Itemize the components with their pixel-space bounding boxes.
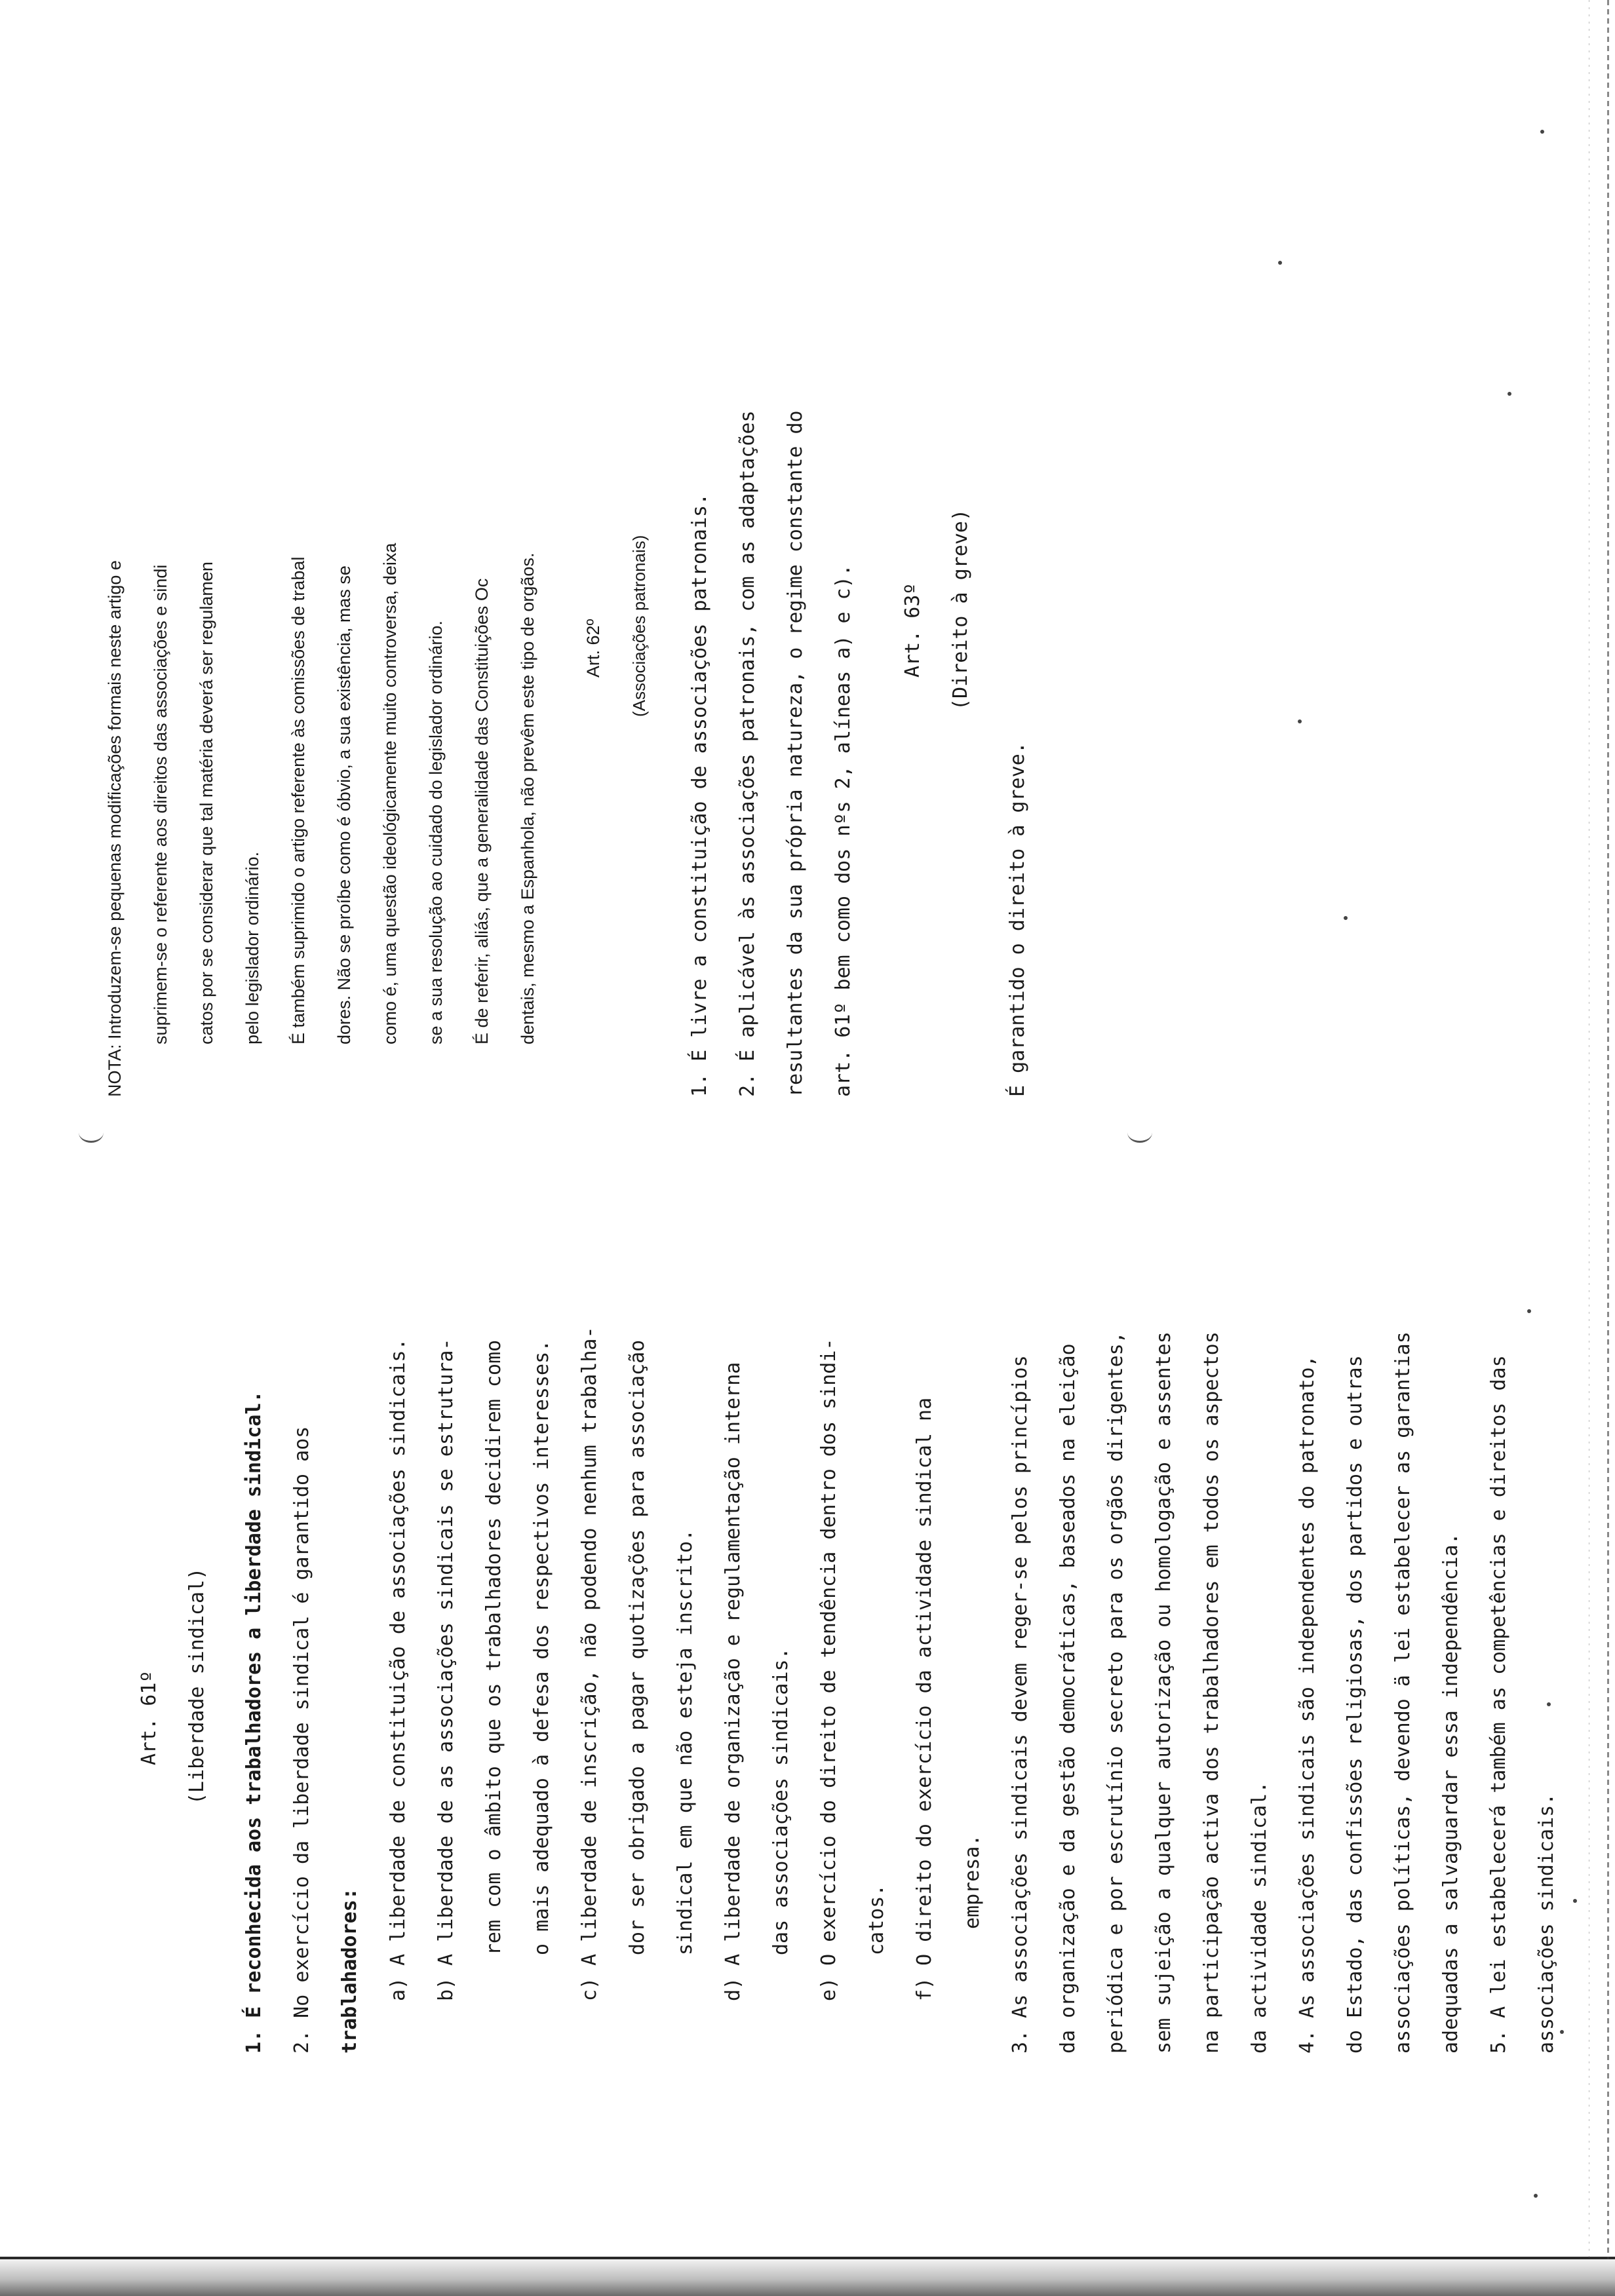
paragraph-3: 3. As associações sindicais devem reger-se pelos princípios [1009,1355,1032,2054]
paragraph-5-line-2: associações sindicais. [1535,1793,1558,2054]
scan-speck [1573,1899,1577,1903]
paragraph-4: 4. As associações sindicais são independentes do patronato, [1296,1355,1319,2054]
item-e-line-2: catos. [865,1884,888,1955]
item-b-line-3: o mais adequado à defesa dos respectivos interesses. [530,1339,553,1955]
item-d-line-2: das associações sindicais. [769,1647,792,1955]
article-62-paragraph-1: 1. É livre a constituição de associações patronais. [688,493,711,1097]
scan-speck [1278,261,1282,265]
item-c-line-3: sindical em que não esteja inscrito. [674,1529,697,1955]
item-e: e) O exercício do direito de tendência dentro dos sindi- [817,1338,840,2001]
article-62-title: Art. 62º [583,619,603,678]
paragraph-4-line-3: associações políticas, devendo ä lei estabelecer as garantias [1391,1331,1414,2054]
article-63-title: Art. 63º [901,583,924,678]
article-63-paragraph-1: É garantido o direito à greve. [1006,742,1029,1097]
nota-line-7: como é, uma questão ideológicamente muito controversa, deixa [380,543,400,1044]
scan-speck [1508,392,1511,396]
paragraph-3-line-2: da organização e da gestão democráticas, baseados na eleição [1057,1343,1080,2054]
nota-line-4: pelo legislador ordinário. [243,851,262,1044]
item-f-line-2: empresa. [961,1834,984,1929]
article-61-title: Art. 61º [138,1670,161,1765]
paragraph-2-cont: trablahadores: [338,1888,361,2054]
nota-line-2: suprimem-se o referente aos direitos das associações e sindi [151,564,170,1044]
paragraph-1: 1. É reconhecida aos trabalhadores a liberdade sindical. [243,1390,265,2054]
paragraph-5: 5. A lei estabelecerá também as competências e direitos das [1487,1355,1510,2054]
article-62-paragraph-2: 2. É aplicável às associações patronais, com as adaptações [736,410,759,1097]
item-a: a) A liberdade de constituição de associações sindicais. [387,1338,410,2001]
paragraph-2: 2. No exercício da liberdade sindical é garantido aos [290,1426,313,2054]
item-c: c) A liberdade de inscrição, não podendo nenhum trabalha- [578,1326,601,2001]
nota-line-10: dentais, mesmo a Espanhola, não prevêm este tipo de orgãos. [518,552,537,1044]
nota-line-9: É de referir, aliás, que a generalidade das Constituições Oc [472,578,492,1044]
paragraph-3-line-4: sem sujeição a qualquer autorização ou homologação e assentes [1152,1331,1175,2054]
paragraph-3-line-3: periódica e por escrutínio secreto para os orgãos dirigentes, [1104,1331,1127,2054]
paragraph-4-line-2: do Estado, das confissões religiosas, dos partidos e outras [1344,1355,1367,2054]
paragraph-3-line-6: da actividade sindical. [1248,1781,1271,2054]
scan-mark [79,1122,104,1143]
nota-line-3: catos por se considerar que tal matéria deverá ser regulamen [197,562,216,1044]
nota-line-6: dores. Não se proíbe como é óbvio, a sua existência, mas se [334,565,354,1044]
scan-speck [1527,1309,1531,1313]
nota-line-5: É também suprimido o artigo referente às comissões de trabal [288,556,308,1044]
article-62-paragraph-2-line-3: art. 61º bem como dos nºs 2, alíneas a) e c). [832,564,855,1097]
scan-speck [1534,2194,1538,2198]
item-d: d) A liberdade de organização e regulamentação interna [722,1362,745,2001]
article-63-subtitle: (Direito à greve) [949,508,972,710]
nota-line-8: se a sua resolução ao cuidado do legislador ordinário. [426,621,446,1044]
scan-speck [1560,2030,1564,2034]
scan-speck [1547,1702,1551,1706]
item-c-line-2: dor ser obrigado a pagar quotizações para associação [626,1339,649,1955]
scan-mark [1127,1122,1152,1143]
scan-speck [1344,916,1348,920]
item-b-line-2: rem com o âmbito que os trabalhadores decidirem como [482,1339,505,1955]
article-61-subtitle: (Liberdade sindical) [185,1567,208,1805]
nota-line-1: NOTA: Introduzem-se pequenas modificações formais neste artigo e [105,560,125,1097]
paragraph-4-line-4: adequadas a salvaguardar essa independência. [1439,1533,1462,2054]
article-62-subtitle: (Associações patronais) [629,535,649,717]
item-f: f) O direito do exercício da actividade sindical na [913,1397,936,2001]
scan-speck [1540,130,1544,134]
scan-speck [1298,719,1302,723]
paragraph-3-line-5: na participação activa dos trabalhadores em todos os aspectos [1200,1331,1223,2054]
article-62-paragraph-2-line-2: resultantes da sua própria natureza, o regime constante do [784,410,807,1097]
item-b: b) A liberdade de as associações sindicais se estrutura- [435,1338,457,2001]
